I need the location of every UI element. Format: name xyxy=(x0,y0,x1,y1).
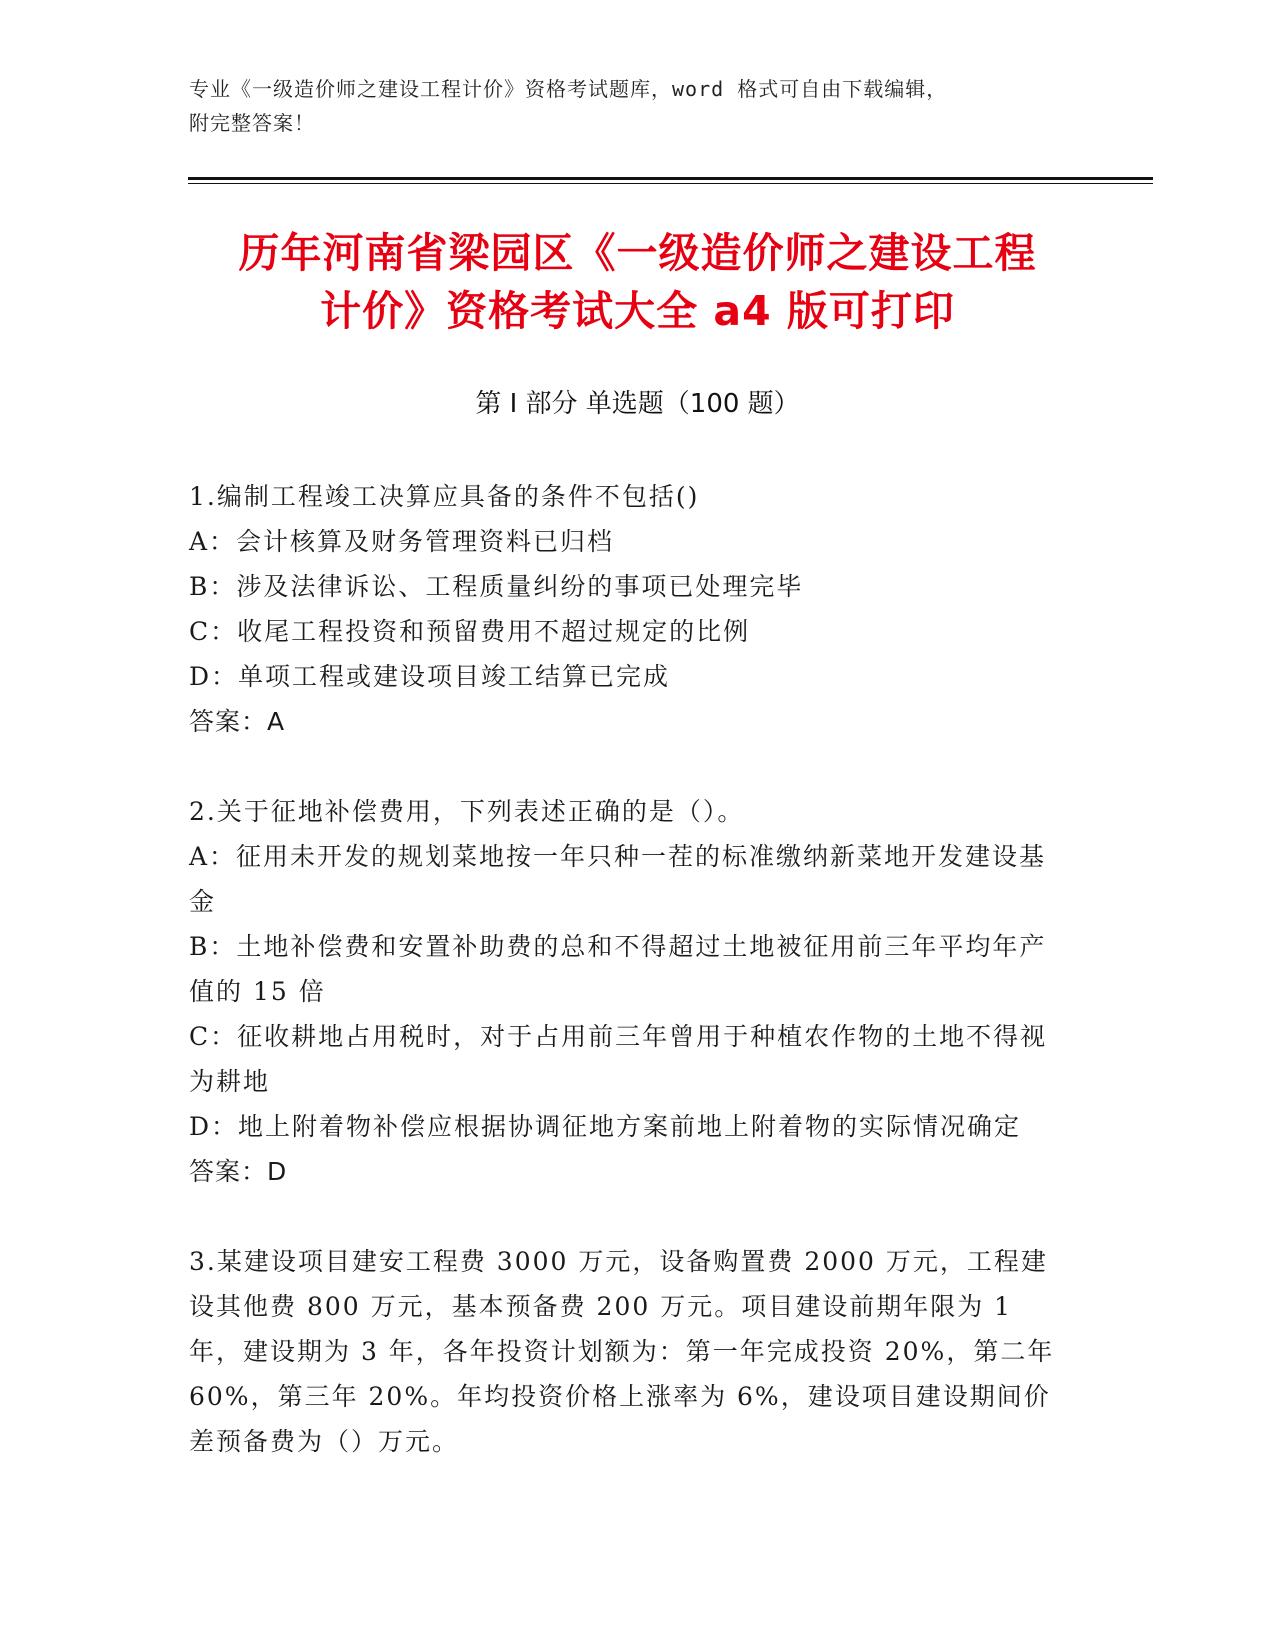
answer: 答案：D xyxy=(189,1157,288,1186)
option-d: D：地上附着物补偿应根据协调征地方案前地上附着物的实际情况确定 xyxy=(189,1112,1022,1141)
question-stem: 2.关于征地补偿费用，下列表述正确的是（）。 xyxy=(189,797,745,826)
option-b: B：土地补偿费和安置补助费的总和不得超过土地被征用前三年平均年产值的 15 倍 xyxy=(189,932,1047,1006)
document-title-line-2: 计价》资格考试大全 a4 版可打印 xyxy=(320,287,955,335)
question-3 xyxy=(189,1239,1069,1464)
header-divider-thick xyxy=(188,177,1153,180)
question-stem: 1.编制工程竣工决算应具备的条件不包括() xyxy=(189,482,700,511)
option-a: A：征用未开发的规划菜地按一年只种一茬的标准缴纳新菜地开发建设基金 xyxy=(189,842,1047,916)
header-divider-thin xyxy=(188,183,1153,184)
option-d: D：单项工程或建设项目竣工结算已完成 xyxy=(189,662,671,691)
option-c: C：征收耕地占用税时，对于占用前三年曾用于种植农作物的土地不得视为耕地 xyxy=(189,1022,1048,1096)
section-title: 第 I 部分 单选题（100 题） xyxy=(475,389,800,419)
question-stem: 3.某建设项目建安工程费 3000 万元，设备购置费 2000 万元，工程建设其他费 800 万元，基本预备费 200 万元。项目建设前期年限为 1 年，建设期为 3 年，各年投资计划额为：第一年完成投资 20%，第二年 60%，第三年 20%。年均投资价格上涨率为 6%，建设项目建设期间价差预备费为（）万元。 xyxy=(189,1247,1055,1456)
option-a: A：会计核算及财务管理资料已归档 xyxy=(189,527,615,556)
header-note-line-1: 专业《一级造价师之建设工程计价》资格考试题库，word 格式可自由下载编辑， xyxy=(189,77,948,101)
header-note-line-2: 附完整答案！ xyxy=(189,111,315,135)
question-1 xyxy=(189,474,1069,744)
document-title xyxy=(150,224,1125,340)
question-list xyxy=(189,474,1069,1509)
option-c: C：收尾工程投资和预留费用不超过规定的比例 xyxy=(189,617,751,646)
document-title-line-1: 历年河南省梁园区《一级造价师之建设工程 xyxy=(238,229,1037,277)
question-2 xyxy=(189,789,1069,1194)
option-b: B：涉及法律诉讼、工程质量纠纷的事项已处理完毕 xyxy=(189,572,804,601)
answer: 答案：A xyxy=(189,707,286,736)
header-note xyxy=(189,72,1089,140)
